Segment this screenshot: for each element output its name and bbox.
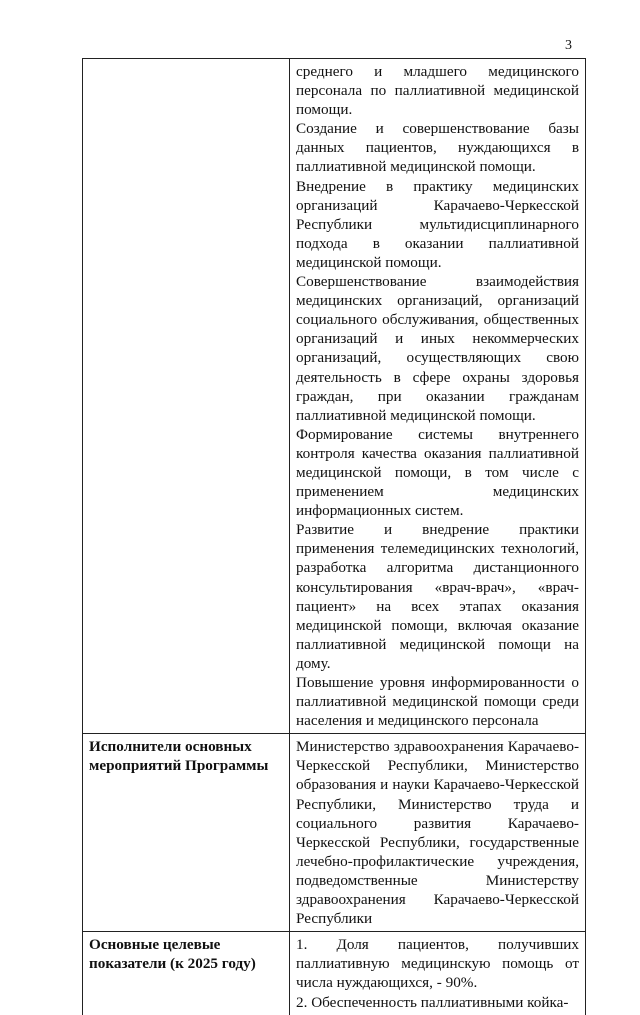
paragraph: 2. Обеспеченность паллиативными койка- <box>296 993 569 1011</box>
row-label-cell: Исполнители основных мероприятий Программы <box>83 734 290 932</box>
paragraph: Развитие и внедрение практики применения телемедицинских технологий, разработка алгоритма дистанционного консультирования «врач-врач», «врач-пациент» на всех этапах оказания медицинской помощи, включая оказание паллиативной медицинской помощи на дому. <box>296 521 579 672</box>
paragraph: Внедрение в практику медицинских организаций Карачаево-Черкесской Республики мультидисциплинарного подхода в оказании паллиативной медицинской помощи. <box>296 177 579 271</box>
paragraph: Министерство здравоохранения Карачаево-Черкесской Республики, Министерство образования и науки Карачаево-Черкесской Республики, Министерство труда и социального развития Карачаево-Черкесской Республики, государственные лечебно-профилактические учреждения, подведомственные Министерству здравоохранения Карачаево-Черкесской Республики <box>296 738 579 928</box>
row-content-cell <box>290 59 586 734</box>
row-content-cell <box>290 932 586 1015</box>
table-row <box>83 734 586 932</box>
program-passport-table <box>82 58 586 1015</box>
page-number: 3 <box>565 38 572 53</box>
row-label-cell <box>83 59 290 734</box>
paragraph: среднего и младшего медицинского персонала по паллиативной медицинской помощи. <box>296 63 579 119</box>
paragraph: 1. Доля пациентов, получивших паллиативную медицинскую помощь от числа нуждающихся, - 90%. <box>296 936 579 992</box>
paragraph: Создание и совершенствование базы данных пациентов, нуждающихся в паллиативной медицинской помощи. <box>296 120 579 176</box>
table-row <box>83 932 586 1015</box>
table-row <box>83 59 586 734</box>
paragraph: Совершенствование взаимодействия медицинских организаций, организаций социального обслуживания, общественных организаций и иных некоммерческих организаций, осуществляющих свою деятельность в сфере охраны здоровья граждан, при оказании гражданам паллиативной медицинской помощи. <box>296 273 579 424</box>
paragraph: Формирование системы внутреннего контроля качества оказания паллиативной медицинской помощи, в том числе с применением медицинских информационных систем. <box>296 425 579 520</box>
row-label-cell: Основные целевые показатели (к 2025 году) <box>83 932 290 1015</box>
row-content-cell <box>290 734 586 932</box>
paragraph: Повышение уровня информированности о паллиативной медицинской помощи среди населения и медицинского персонала <box>296 674 579 730</box>
